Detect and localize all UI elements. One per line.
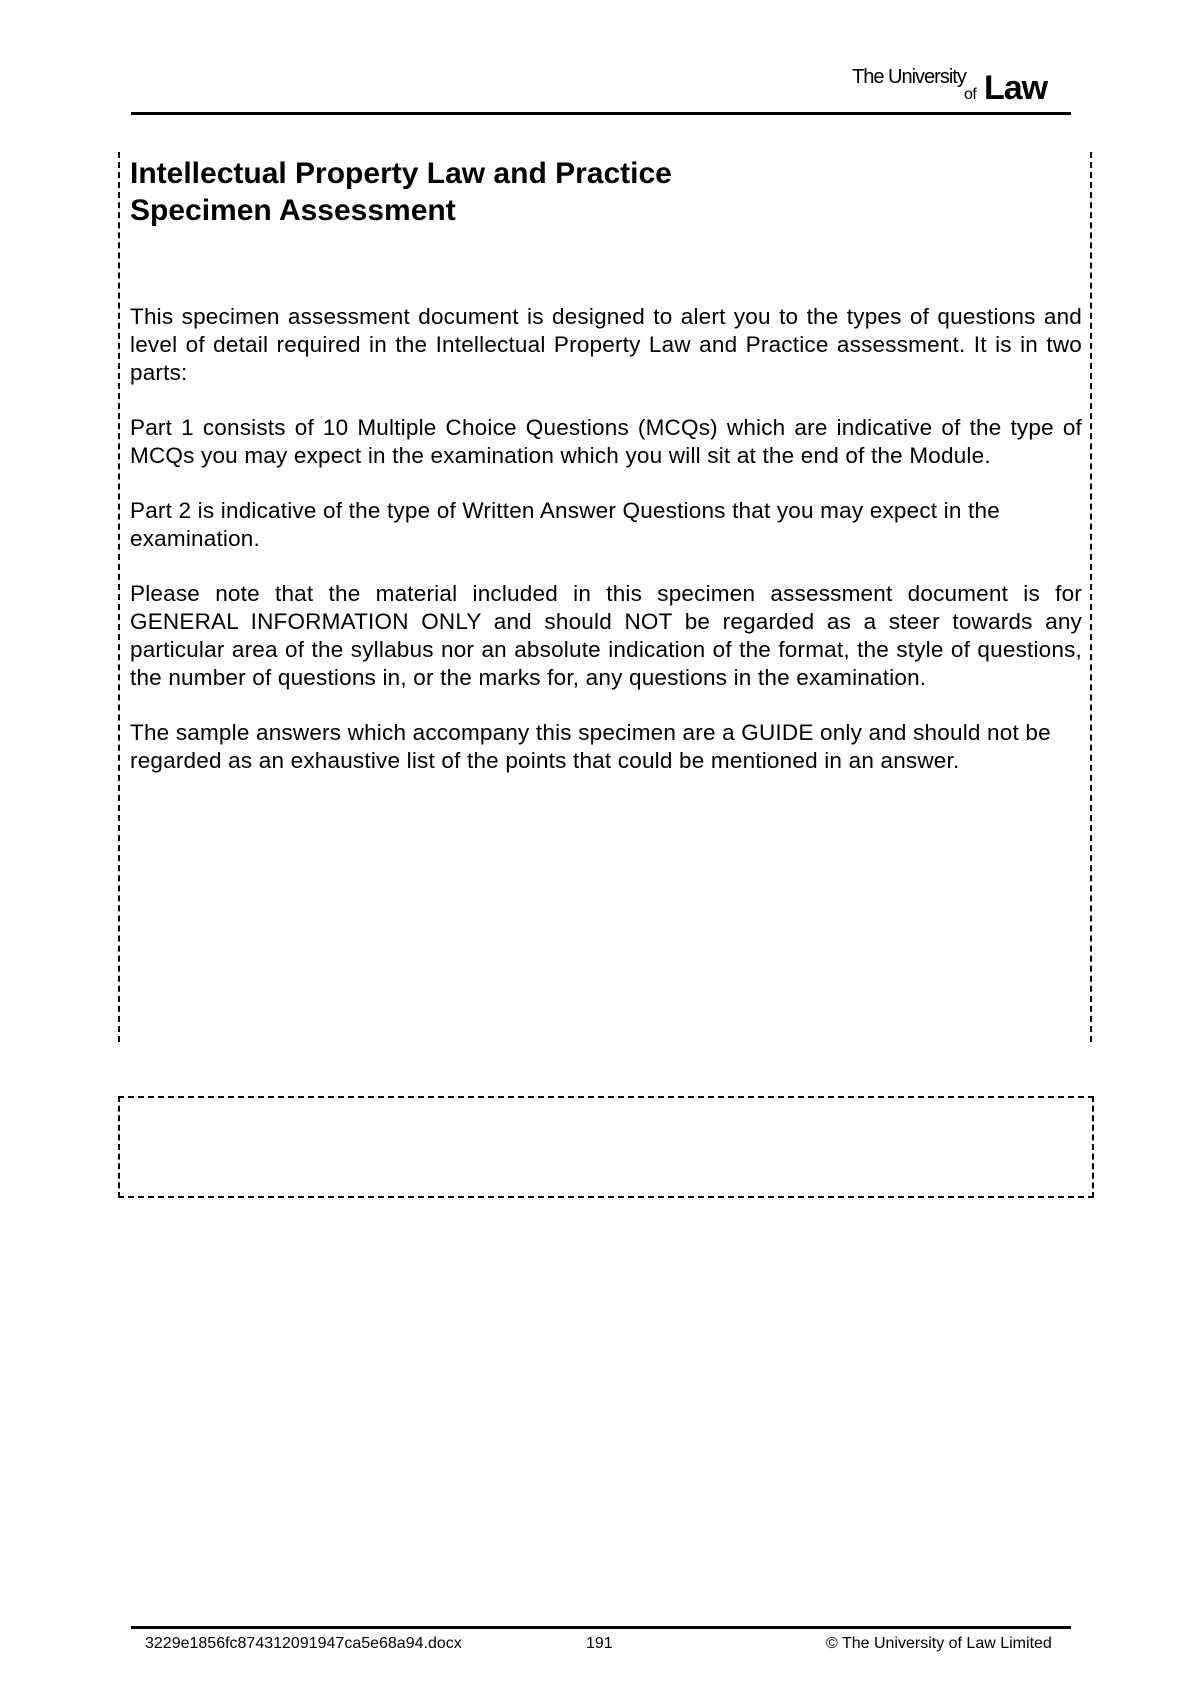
empty-box	[118, 1096, 1094, 1198]
logo-university-text: The University	[852, 66, 966, 88]
title-line-1: Intellectual Property Law and Practice	[130, 157, 672, 190]
footer-page-number: 191	[586, 1635, 613, 1652]
footer-divider	[131, 1626, 1071, 1629]
part1-paragraph: Part 1 consists of 10 Multiple Choice Questions (MCQs) which are indicative of the type of MCQs you may expect in the examination which you will sit at the end of the Module.	[130, 415, 1082, 468]
logo-of-text: of	[964, 86, 977, 103]
part2-paragraph: Part 2 is indicative of the type of Written Answer Questions that you may expect in the examination.	[130, 498, 1000, 551]
title-line-2: Specimen Assessment	[130, 194, 456, 227]
notice-paragraph: Please note that the material included in this specimen assessment document is for GENERAL INFORMATION ONLY and should NOT be regarded as a steer towards any particular area of the syllabus nor an absolute indication of the format, the style of questions, the number of questions in, or the marks for, any questions in the examination.	[130, 581, 1082, 690]
university-logo	[852, 64, 1064, 108]
guide-paragraph: The sample answers which accompany this specimen are a GUIDE only and should not be regarded as an exhaustive list of the points that could be mentioned in an answer.	[130, 720, 1051, 773]
document-body	[130, 303, 1082, 802]
intro-paragraph: This specimen assessment document is designed to alert you to the types of questions and level of detail required in the Intellectual Property Law and Practice assessment. It is in two parts:	[130, 304, 1082, 385]
header-divider	[131, 112, 1071, 115]
footer-filename: 3229e1856fc874312091947ca5e68a94.docx	[145, 1635, 462, 1652]
footer-copyright: © The University of Law Limited	[826, 1635, 1052, 1652]
document-title	[130, 155, 1080, 229]
logo-law-text: Law	[984, 69, 1048, 107]
